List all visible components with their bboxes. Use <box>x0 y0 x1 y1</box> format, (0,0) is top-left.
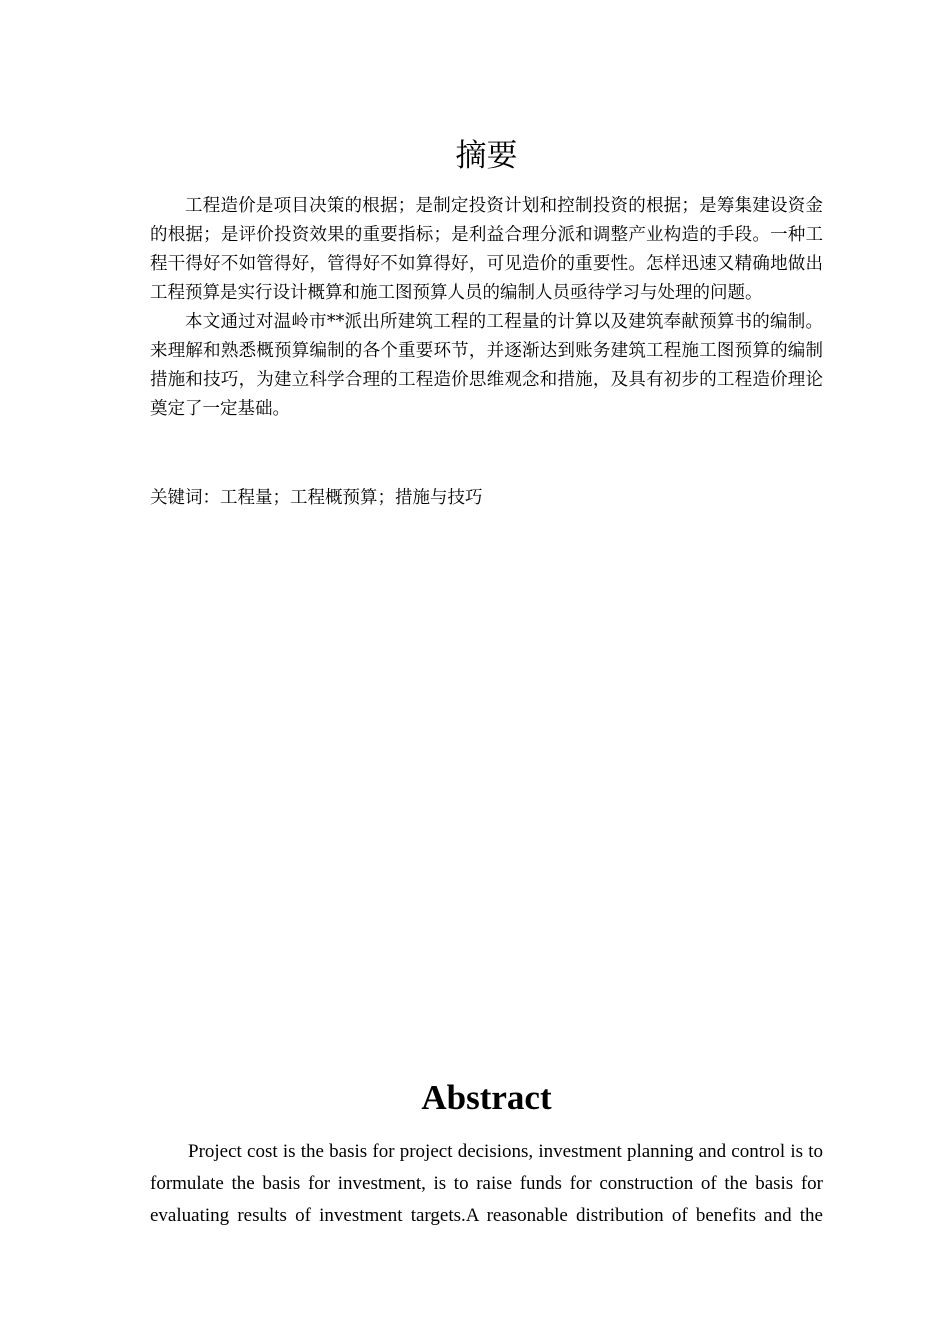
english-abstract-title: Abstract <box>421 1078 552 1117</box>
chinese-abstract-paragraph-2: 本文通过对温岭市**派出所建筑工程的工程量的计算以及建筑奉献预算书的编制。来理解和熟悉概预算编制的各个重要环节，并逐渐达到账务建筑工程施工图预算的编制措施和技巧，为建立科学合理的工程造价思维观念和措施，及具有初步的工程造价理论奠定了一定基础。 <box>150 312 823 419</box>
keywords-label: 关键词： <box>150 488 220 508</box>
chinese-abstract-paragraph-1: 工程造价是项目决策的根据；是制定投资计划和控制投资的根据；是筹集建设资金的根据；是评价投资效果的重要指标；是利益合理分派和调整产业构造的手段。一种工程干得好不如管得好，管得好不如算得好，可见造价的重要性。怎样迅速又精确地做出工程预算是实行设计概算和施工图预算人员的编制人员亟待学习与处理的问题。 <box>150 196 823 303</box>
keywords-text: 工程量；工程概预算；措施与技巧 <box>220 488 483 508</box>
chinese-abstract-body <box>150 192 823 424</box>
keywords-line <box>150 484 823 513</box>
english-abstract-body <box>150 1136 823 1232</box>
english-abstract-paragraph: Project cost is the basis for project decisions, investment planning and control is to formulate the basis for investment, is to raise funds for construction of the basis for evaluating results of investment targets.A reasonable distribution of benefits and the <box>150 1141 823 1226</box>
chinese-abstract-title: 摘要 <box>455 138 518 174</box>
